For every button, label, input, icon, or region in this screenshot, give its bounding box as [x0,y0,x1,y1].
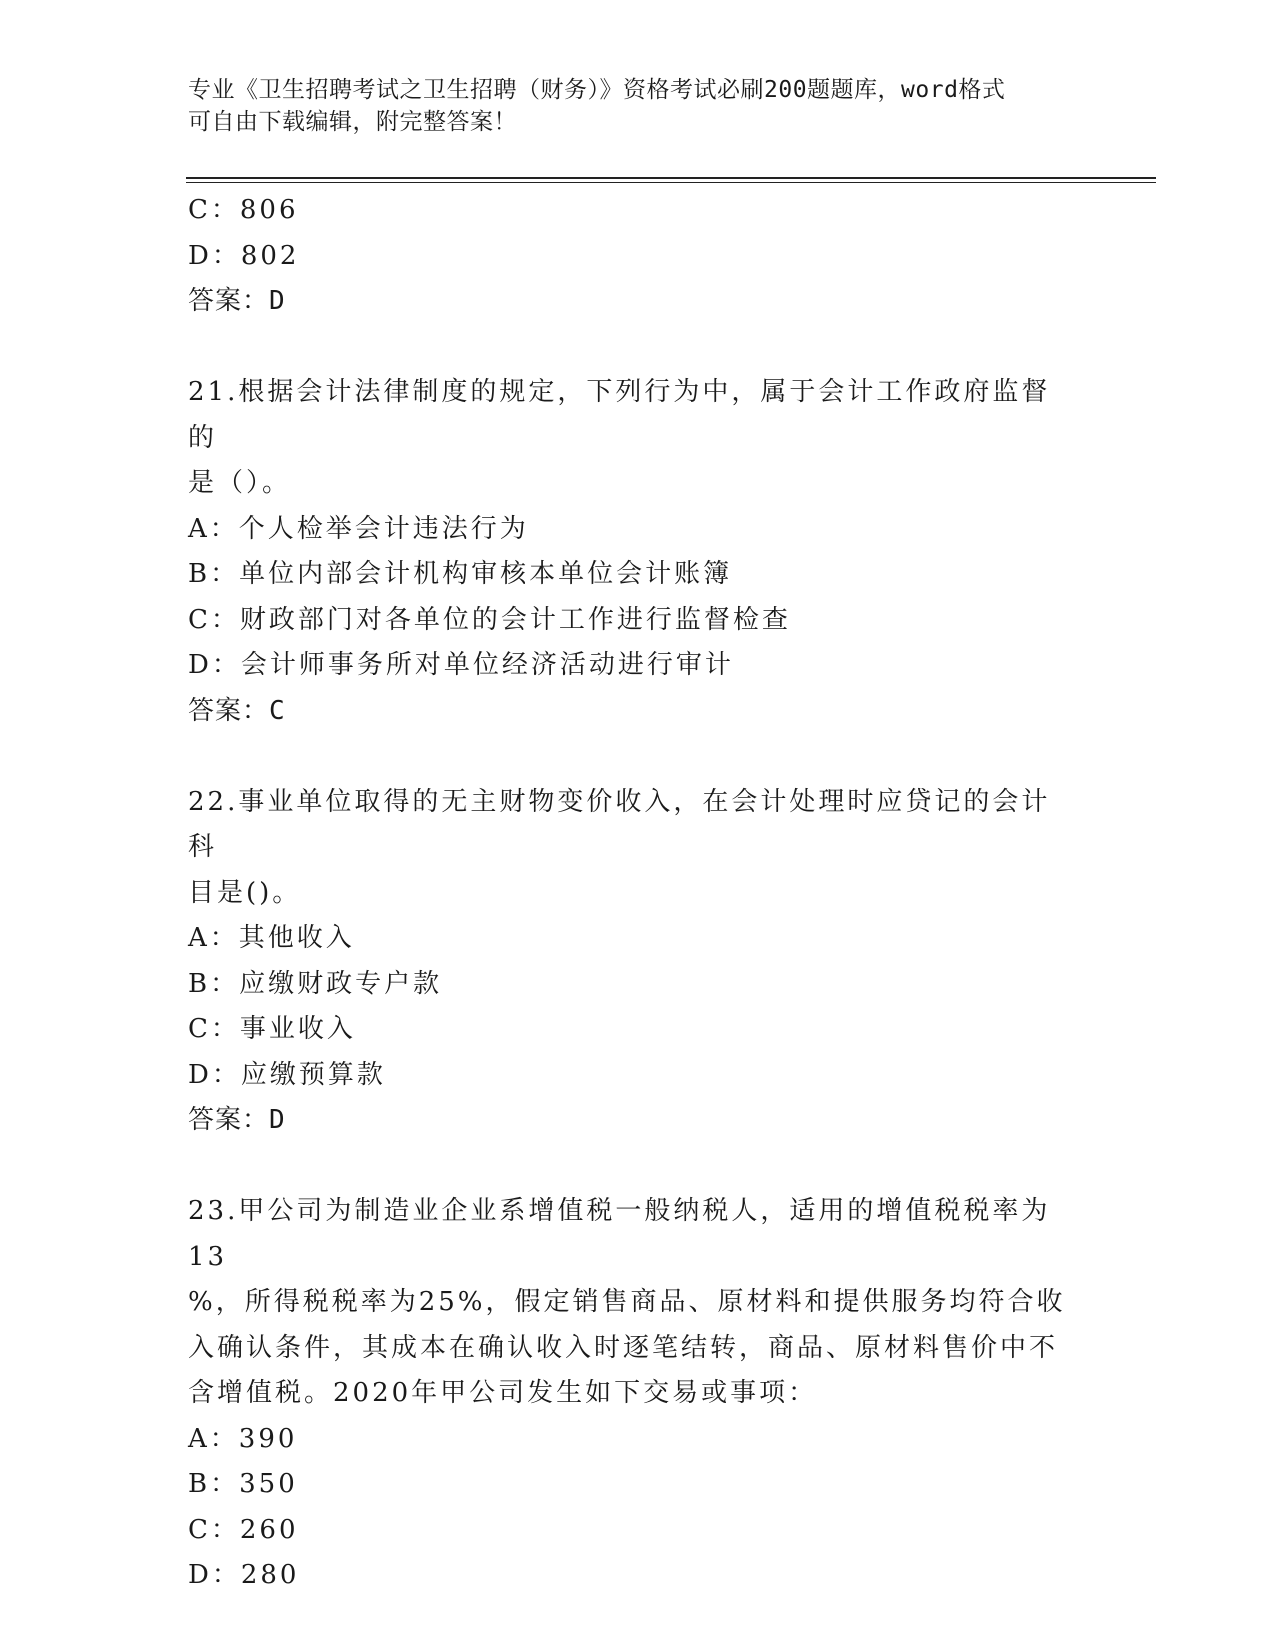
question-23 [188,1189,1088,1599]
question-stem-line: 21.根据会计法律制度的规定，下列行为中，属于会计工作政府监督的 [188,377,1051,453]
spacer [188,734,1088,780]
spacer [188,325,1088,371]
header-divider-thick [186,177,1156,179]
option-c: C：事业收入 [188,1014,356,1044]
spacer [188,1144,1088,1190]
option-d: D：会计师事务所对单位经济活动进行审计 [188,650,734,680]
question-22 [188,780,1088,1144]
option-d: D：应缴预算款 [188,1059,386,1090]
question-stem-line: 是（）。 [188,468,292,498]
option-d: D：802 [188,240,300,271]
question-stem-line: 入确认条件，其成本在确认收入时逐笔结转，商品、原材料售价中不 [188,1332,1059,1363]
option-c: C：260 [188,1514,299,1545]
answer-line: 答案：D [188,1105,286,1135]
header-divider-thin [186,182,1156,183]
question-21 [188,370,1088,734]
question-stem-line: %，所得税税率为25%，假定销售商品、原材料和提供服务均符合收 [188,1287,1066,1317]
option-a: A：390 [188,1423,298,1454]
option-a: A：个人检举会计违法行为 [188,513,529,544]
question-stem-line: 23.甲公司为制造业企业系增值税一般纳税人，适用的增值税税率为13 [188,1196,1051,1272]
option-b: B：单位内部会计机构审核本单位会计账簿 [188,559,733,589]
question-content [188,188,1088,1599]
answer-line: 答案：C [188,695,286,726]
header-line-2: 可自由下载编辑，附完整答案！ [188,109,517,135]
question-stem-line: 目是()。 [188,877,302,908]
header-line-1: 专业《卫生招聘考试之卫生招聘（财务）》资格考试必刷200题题库，word格式 [188,77,1006,103]
answer-line: 答案：D [188,286,286,316]
prev-question [188,188,1088,325]
question-stem-line: 22.事业单位取得的无主财物变价收入，在会计处理时应贷记的会计科 [188,786,1051,862]
document-header [188,74,1068,138]
option-a: A：其他收入 [188,923,355,953]
option-c: C：财政部门对各单位的会计工作进行监督检查 [188,604,791,635]
option-d: D：280 [188,1560,300,1590]
question-stem-line: 含增值税。2020年甲公司发生如下交易或事项： [188,1378,818,1408]
option-b: B：应缴财政专户款 [188,968,443,999]
option-b: B：350 [188,1469,298,1499]
option-c: C：806 [188,195,299,225]
